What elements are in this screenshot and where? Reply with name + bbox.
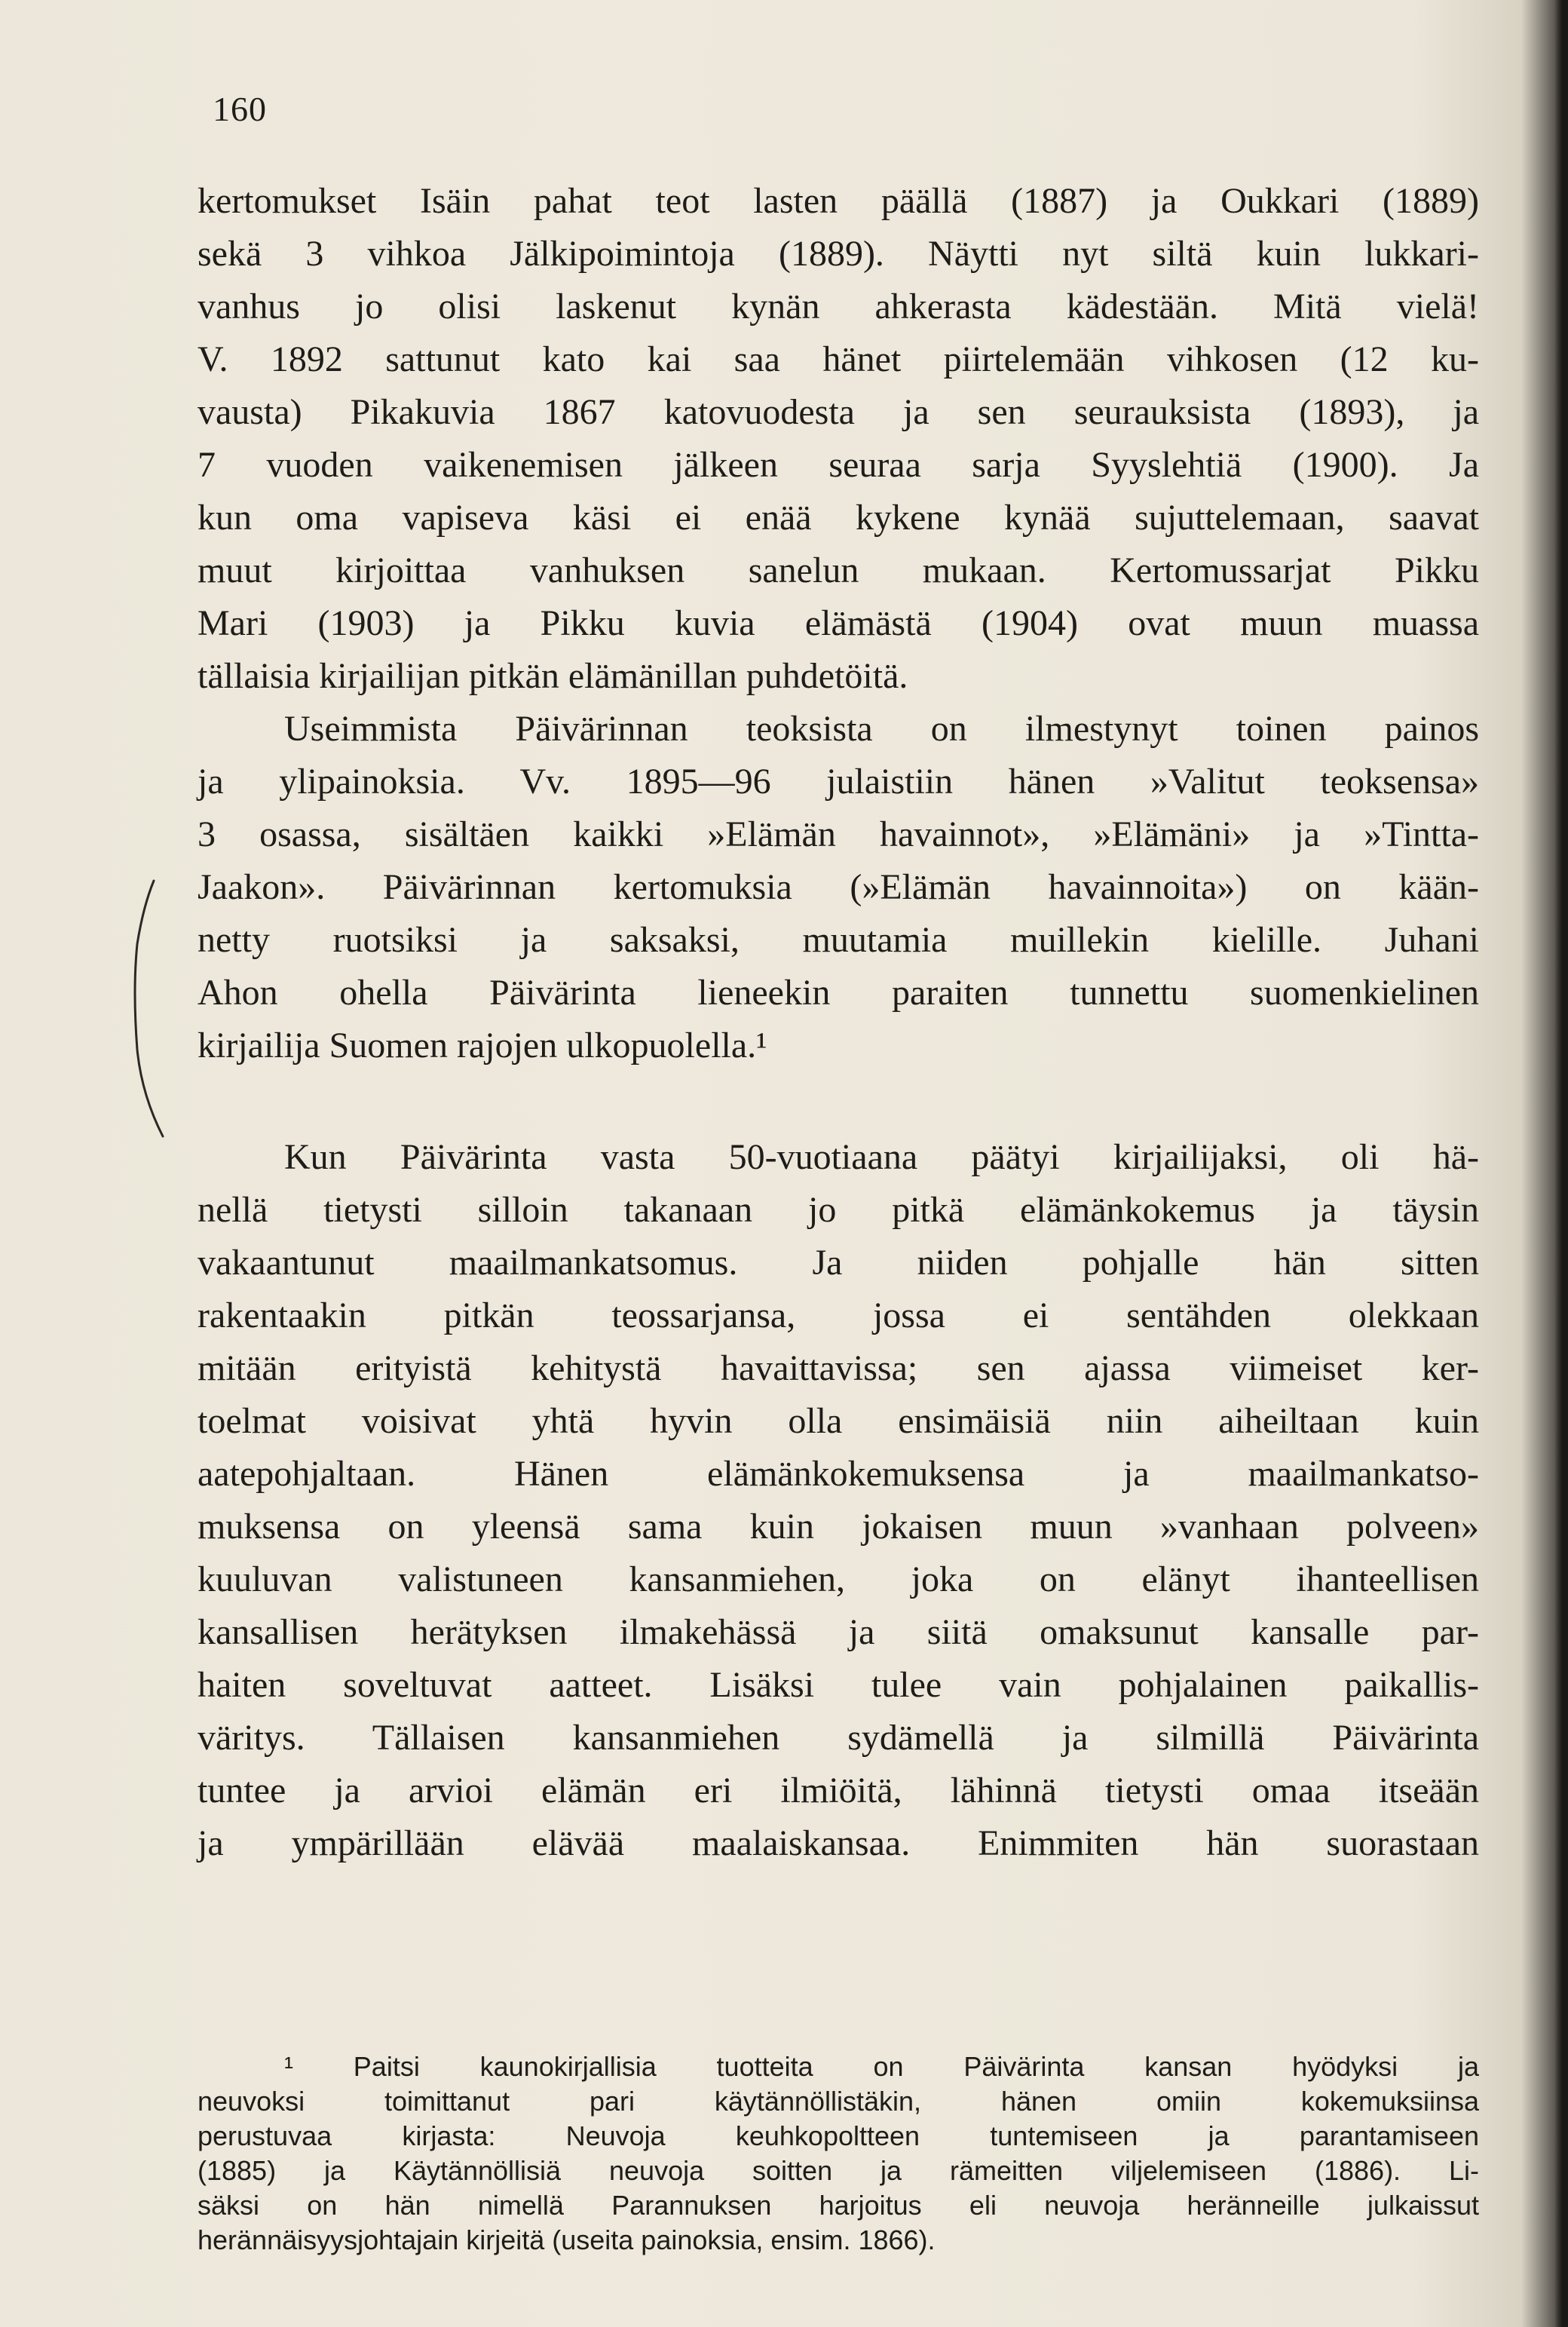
text-line: vakaantunut maailmankatsomus. Ja niiden pohjalle hän sitten (198, 1243, 1479, 1283)
text-line: haiten soveltuvat aatteet. Lisäksi tulee vain pohjalainen paikallis- (198, 1665, 1479, 1705)
footnote-line: säksi on hän nimellä Parannuksen harjoitus eli neuvoja heränneille julkaissut (198, 2190, 1479, 2221)
page-number: 160 (213, 90, 267, 128)
footnote-line: perustuvaa kirjasta: Neuvoja keuhkopoltteen tuntemiseen ja parantamiseen (198, 2120, 1479, 2151)
footnote-line: herännäisyysjohtajain kirjeitä (useita painoksia, ensim. 1866). (198, 2224, 936, 2255)
paragraph-1 (198, 175, 1479, 1072)
text-line: ja ylipainoksia. Vv. 1895—96 julaistiin hänen »Valitut teoksensa» (198, 762, 1479, 802)
paragraph-2 (198, 1131, 1479, 1870)
text-line: 7 vuoden vaikenemisen jälkeen seuraa sarja Syyslehtiä (1900). Ja (198, 445, 1479, 485)
text-line: kun oma vapiseva käsi ei enää kykene kynää sujuttelemaan, saavat (198, 498, 1479, 538)
text-line: kertomukset Isäin pahat teot lasten päällä (1887) ja Oukkari (1889) (198, 181, 1479, 221)
margin-pencil-mark (125, 876, 185, 1140)
text-line: Jaakon». Päivärinnan kertomuksia (»Elämän havainnoita») on kään- (198, 867, 1479, 907)
page-binding-edge (1554, 0, 1568, 2327)
text-line: vanhus jo olisi laskenut kynän ahkerasta kädestään. Mitä vielä! (198, 287, 1479, 327)
text-line: muut kirjoittaa vanhuksen sanelun mukaan. Kertomussarjat Pikku (198, 550, 1479, 590)
text-line: kuuluvan valistuneen kansanmiehen, joka on elänyt ihanteellisen (198, 1559, 1479, 1599)
text-line: tällaisia kirjailijan pitkän elämänillan puhdetöitä. (198, 656, 908, 696)
footnote-line: ¹ Paitsi kaunokirjallisia tuotteita on Päivärinta kansan hyödyksi ja (284, 2051, 1479, 2082)
text-line: netty ruotsiksi ja saksaksi, muutamia muillekin kielille. Juhani (198, 920, 1479, 960)
text-line: nellä tietysti silloin takanaan jo pitkä elämänkokemus ja täysin (198, 1190, 1479, 1230)
text-line: 3 osassa, sisältäen kaikki »Elämän havainnot», »Elämäni» ja »Tintta- (198, 814, 1479, 854)
text-line: sekä 3 vihkoa Jälkipoimintoja (1889). Näytti nyt siltä kuin lukkari- (198, 234, 1479, 274)
footnote-line: neuvoksi toimittanut pari käytännöllistäkin, hänen omiin kokemuksiinsa (198, 2086, 1479, 2117)
footnote (198, 2050, 1479, 2258)
text-line: mitään erityistä kehitystä havaittavissa; sen ajassa viimeiset ker- (198, 1348, 1479, 1388)
text-line: kirjailija Suomen rajojen ulkopuolella.¹ (198, 1026, 767, 1065)
text-line: Mari (1903) ja Pikku kuvia elämästä (1904) ovat muun muassa (198, 603, 1479, 643)
text-line: ja ympärillään elävää maalaiskansaa. Enimmiten hän suorastaan (198, 1823, 1479, 1863)
text-line: muksensa on yleensä sama kuin jokaisen muun »vanhaan polveen» (198, 1507, 1479, 1547)
text-line: aatepohjaltaan. Hänen elämänkokemuksensa ja maailmankatso- (198, 1454, 1479, 1494)
text-line: Kun Päivärinta vasta 50-vuotiaana päätyi kirjailijaksi, oli hä- (284, 1137, 1479, 1177)
text-line: rakentaakin pitkän teossarjansa, jossa ei sentähden olekkaan (198, 1295, 1479, 1335)
footnote-line: (1885) ja Käytännöllisiä neuvoja soitten ja rämeitten viljelemiseen (1886). Li- (198, 2155, 1479, 2186)
text-line: tuntee ja arvioi elämän eri ilmiöitä, lähinnä tietysti omaa itseään (198, 1771, 1479, 1810)
text-line: vausta) Pikakuvia 1867 katovuodesta ja sen seurauksista (1893), ja (198, 392, 1479, 432)
text-line: kansallisen herätyksen ilmakehässä ja siitä omaksunut kansalle par- (198, 1612, 1479, 1652)
text-line: Useimmista Päivärinnan teoksista on ilmestynyt toinen painos (284, 709, 1479, 749)
text-line: väritys. Tällaisen kansanmiehen sydämellä ja silmillä Päivärinta (198, 1718, 1479, 1758)
text-line: Ahon ohella Päivärinta lieneekin paraiten tunnettu suomenkielinen (198, 973, 1479, 1013)
text-line: toelmat voisivat yhtä hyvin olla ensimäisiä niin aiheiltaan kuin (198, 1401, 1479, 1441)
text-line: V. 1892 sattunut kato kai saa hänet piirtelemään vihkosen (12 ku- (198, 339, 1479, 379)
